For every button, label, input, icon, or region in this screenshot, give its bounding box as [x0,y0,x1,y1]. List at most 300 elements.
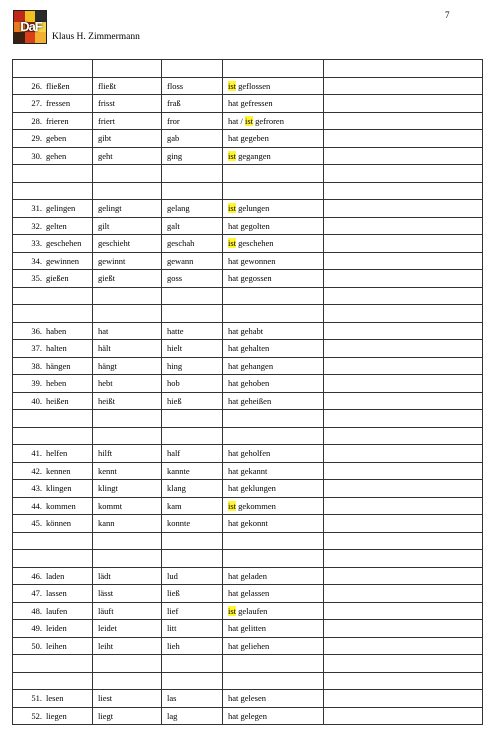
table-row [13,357,483,375]
present-cell [93,357,162,375]
present-cell [93,60,162,78]
present-cell [93,375,162,393]
notes-cell [324,480,483,498]
infinitive-cell [13,60,93,78]
infinitive-cell [13,95,93,113]
preterite-form: konnte [167,518,191,528]
infinitive-cell [13,550,93,568]
present-form: lädt [98,570,111,581]
infinitive: kennen [46,465,71,476]
notes-cell [324,340,483,358]
preterite-form: kannte [167,465,190,476]
blank-row [13,410,483,428]
present-form: liegt [98,710,114,721]
table-row [13,515,483,533]
table-row [13,252,483,270]
infinitive: fließen [46,80,70,91]
present-cell [93,147,162,165]
infinitive-cell [13,217,93,235]
infinitive-cell [13,322,93,340]
verb-number: 47. [31,588,42,598]
past-participle: geladen [240,570,267,581]
perfect-cell [223,567,324,585]
notes-cell [324,287,483,305]
preterite-cell [162,567,223,585]
infinitive: laufen [46,605,68,616]
blank-row [13,305,483,323]
notes-cell [324,410,483,428]
infinitive: gelingen [46,203,76,213]
table-row [13,147,483,165]
table-row [13,130,483,148]
infinitive: gießen [46,273,69,283]
infinitive-cell [13,567,93,585]
infinitive-cell [13,340,93,358]
past-participle: gelegen [240,710,267,721]
preterite-form: klang [167,483,186,493]
notes-cell [324,392,483,410]
preterite-cell [162,690,223,708]
notes-cell [324,60,483,78]
notes-cell [324,620,483,638]
present-cell [93,462,162,480]
preterite-cell [162,112,223,130]
infinitive-cell [13,497,93,515]
infinitive-cell [13,690,93,708]
table-row [13,585,483,603]
auxiliary-verb: hat [228,325,239,336]
preterite-form: hing [167,360,183,371]
notes-cell [324,95,483,113]
notes-cell [324,637,483,655]
auxiliary-verb: hat [228,273,239,283]
infinitive: laden [46,570,65,581]
perfect-cell [223,515,324,533]
present-cell [93,585,162,603]
preterite-form: fraß [167,98,181,108]
infinitive: können [46,518,72,528]
daf-logo [13,10,47,44]
present-form: klingt [98,483,118,493]
infinitive-cell [13,515,93,533]
table-row [13,637,483,655]
verb-number: 41. [31,448,42,458]
notes-cell [324,550,483,568]
notes-cell [324,602,483,620]
infinitive: heben [46,378,67,388]
present-cell [93,287,162,305]
preterite-form: lag [167,710,178,721]
auxiliary-verb: hat [228,220,239,231]
infinitive: helfen [46,448,68,458]
infinitive-cell [13,287,93,305]
verb-number: 29. [31,133,42,143]
perfect-cell [223,445,324,463]
notes-cell [324,217,483,235]
present-cell [93,200,162,218]
infinitive-cell [13,585,93,603]
preterite-form: las [167,693,177,703]
present-cell [93,182,162,200]
present-cell [93,602,162,620]
notes-cell [324,112,483,130]
present-form: hat [98,325,109,336]
preterite-cell [162,550,223,568]
present-cell [93,165,162,183]
present-cell [93,427,162,445]
present-cell [93,567,162,585]
notes-cell [324,515,483,533]
present-cell [93,270,162,288]
perfect-cell [223,410,324,428]
perfect-cell [223,270,324,288]
table-row [13,707,483,725]
past-participle: geklungen [240,483,276,493]
preterite-cell [162,95,223,113]
table-row [13,462,483,480]
past-participle: gefressen [240,98,273,108]
preterite-cell [162,287,223,305]
notes-cell [324,182,483,200]
preterite-form: gelang [167,203,190,213]
notes-cell [324,357,483,375]
present-form: kann [98,518,115,528]
infinitive-cell [13,532,93,550]
preterite-form: floss [167,80,184,91]
preterite-cell [162,637,223,655]
past-participle: gewonnen [240,255,276,266]
present-form: geht [98,150,113,161]
preterite-cell [162,410,223,428]
preterite-cell [162,60,223,78]
preterite-cell [162,182,223,200]
infinitive: geschehen [46,238,82,248]
present-form: leiht [98,640,114,651]
perfect-cell [223,497,324,515]
infinitive: leihen [46,640,67,651]
perfect-cell [223,60,324,78]
perfect-cell [223,252,324,270]
present-cell [93,392,162,410]
present-form: friert [98,115,115,126]
perfect-cell [223,707,324,725]
notes-cell [324,567,483,585]
perfect-cell [223,427,324,445]
verb-number: 36. [31,325,42,336]
preterite-cell [162,270,223,288]
table-row [13,112,483,130]
infinitive-cell [13,147,93,165]
present-cell [93,690,162,708]
verb-number: 30. [31,150,42,161]
preterite-form: lief [167,605,179,616]
infinitive-cell [13,305,93,323]
preterite-cell [162,462,223,480]
preterite-cell [162,322,223,340]
infinitive-cell [13,427,93,445]
blank-row [13,287,483,305]
notes-cell [324,690,483,708]
present-cell [93,480,162,498]
preterite-cell [162,602,223,620]
present-form: geschieht [98,238,131,248]
present-form: lässt [98,588,114,598]
preterite-cell [162,392,223,410]
infinitive-cell [13,200,93,218]
infinitive: fressen [46,98,71,108]
verb-number: 50. [31,640,42,651]
infinitive: frieren [46,115,69,126]
blank-row [13,165,483,183]
perfect-cell [223,95,324,113]
perfect-cell [223,305,324,323]
present-form: kennt [98,465,117,476]
infinitive-cell [13,620,93,638]
verb-number: 49. [31,623,42,633]
infinitive: liegen [46,710,67,721]
blank-row [13,427,483,445]
verb-number: 40. [31,395,42,406]
author-name: Klaus H. Zimmermann [52,32,140,42]
preterite-cell [162,200,223,218]
table-row [13,95,483,113]
verb-number: 34. [31,255,42,266]
present-form: hält [98,343,111,353]
perfect-cell [223,550,324,568]
present-cell [93,550,162,568]
past-participle: geliehen [240,640,270,651]
present-form: hebt [98,378,113,388]
present-cell [93,445,162,463]
preterite-form: hatte [167,325,184,336]
auxiliary-verb: ist [228,605,237,616]
infinitive: gelten [46,220,67,231]
infinitive-cell [13,480,93,498]
table-row [13,270,483,288]
notes-cell [324,165,483,183]
past-participle: gegossen [240,273,272,283]
present-form: gießt [98,273,115,283]
auxiliary-verb: hat [228,518,239,528]
preterite-cell [162,77,223,95]
present-cell [93,322,162,340]
past-participle: gehabt [240,325,264,336]
perfect-cell [223,217,324,235]
infinitive-cell [13,637,93,655]
infinitive-cell [13,672,93,690]
preterite-form: half [167,448,181,458]
infinitive-cell [13,235,93,253]
present-cell [93,340,162,358]
preterite-form: kam [167,500,182,511]
infinitive-cell [13,165,93,183]
present-form: fließt [98,80,116,91]
perfect-cell [223,672,324,690]
preterite-form: galt [167,220,180,231]
notes-cell [324,130,483,148]
table-row [13,620,483,638]
auxiliary-verb: hat [228,483,239,493]
past-participle: gelungen [238,203,270,213]
blank-row [13,672,483,690]
past-participle: geholfen [240,448,271,458]
table-row [13,217,483,235]
past-participle: gegolten [240,220,270,231]
present-cell [93,130,162,148]
present-cell [93,305,162,323]
perfect-cell [223,655,324,673]
present-form: liest [98,693,113,703]
notes-cell [324,270,483,288]
infinitive-cell [13,462,93,480]
infinitive-cell [13,392,93,410]
past-participle: gehangen [240,360,274,371]
auxiliary-verb-alt: ist [245,115,254,126]
present-form: heißt [98,395,115,406]
infinitive: hängen [46,360,71,371]
blank-row [13,550,483,568]
auxiliary-verb: hat [228,623,239,633]
infinitive: leiden [46,623,67,633]
present-cell [93,95,162,113]
verb-table-body [13,60,483,725]
past-participle: geflossen [238,80,271,91]
auxiliary-verb: ist [228,150,237,161]
past-participle: gelaufen [238,605,268,616]
past-participle: geheißen [240,395,272,406]
table-row [13,480,483,498]
auxiliary-verb: ist [228,203,237,213]
present-cell [93,707,162,725]
verb-number: 35. [31,273,42,283]
past-participle: geschehen [238,238,274,248]
notes-cell [324,375,483,393]
present-cell [93,235,162,253]
table-row [13,602,483,620]
present-form: frisst [98,98,115,108]
preterite-cell [162,252,223,270]
preterite-form: fror [167,115,180,126]
infinitive-cell [13,445,93,463]
present-cell [93,532,162,550]
verb-number: 51. [31,693,42,703]
verb-number: 46. [31,570,42,581]
preterite-form: hielt [167,343,183,353]
present-form: leidet [98,623,117,633]
past-participle: gekommen [238,500,276,511]
auxiliary-verb: hat [228,360,239,371]
notes-cell [324,427,483,445]
preterite-cell [162,585,223,603]
preterite-cell [162,515,223,533]
present-form: gelingt [98,203,122,213]
infinitive: lesen [46,693,64,703]
verb-number: 45. [31,518,42,528]
table-row [13,567,483,585]
preterite-form: ging [167,150,183,161]
verb-number: 44. [31,500,42,511]
present-cell [93,672,162,690]
infinitive-cell [13,602,93,620]
notes-cell [324,322,483,340]
perfect-cell [223,165,324,183]
notes-cell [324,235,483,253]
present-form: gewinnt [98,255,126,266]
preterite-form: litt [167,623,177,633]
preterite-form: gab [167,133,180,143]
preterite-form: hob [167,378,180,388]
present-cell [93,77,162,95]
present-form: gibt [98,133,112,143]
present-cell [93,217,162,235]
table-row [13,392,483,410]
perfect-cell [223,182,324,200]
notes-cell [324,532,483,550]
perfect-cell [223,322,324,340]
auxiliary-verb: hat [228,395,239,406]
infinitive-cell [13,182,93,200]
table-row [13,690,483,708]
past-participle: gegangen [238,150,271,161]
notes-cell [324,497,483,515]
verb-number: 52. [31,710,42,721]
verb-number: 28. [31,115,42,126]
perfect-cell [223,690,324,708]
preterite-form: goss [167,273,183,283]
verb-number: 43. [31,483,42,493]
preterite-form: geschah [167,238,195,248]
infinitive: klingen [46,483,72,493]
auxiliary-verb: hat [228,588,239,598]
preterite-cell [162,375,223,393]
perfect-cell [223,340,324,358]
auxiliary-verb: hat [228,710,239,721]
notes-cell [324,445,483,463]
verb-number: 26. [31,80,42,91]
past-participle: gekonnt [240,518,268,528]
notes-cell [324,252,483,270]
infinitive: gehen [46,150,67,161]
past-participle: gelitten [240,623,267,633]
notes-cell [324,305,483,323]
present-cell [93,655,162,673]
notes-cell [324,672,483,690]
table-row [13,497,483,515]
perfect-cell [223,130,324,148]
perfect-cell [223,112,324,130]
auxiliary-verb: hat [228,448,239,458]
blank-row [13,532,483,550]
perfect-cell [223,235,324,253]
auxiliary-verb: hat [228,255,239,266]
present-cell [93,252,162,270]
preterite-cell [162,357,223,375]
auxiliary-verb: ist [228,500,237,511]
table-row [13,375,483,393]
infinitive-cell [13,252,93,270]
perfect-cell [223,287,324,305]
page-number: 7 [445,10,450,20]
present-form: hilft [98,448,113,458]
perfect-cell [223,147,324,165]
auxiliary-verb: hat [228,98,239,108]
notes-cell [324,655,483,673]
present-form: läuft [98,605,114,616]
preterite-form: lud [167,570,178,581]
present-form: gilt [98,220,110,231]
preterite-form: hieß [167,395,182,406]
infinitive-cell [13,375,93,393]
